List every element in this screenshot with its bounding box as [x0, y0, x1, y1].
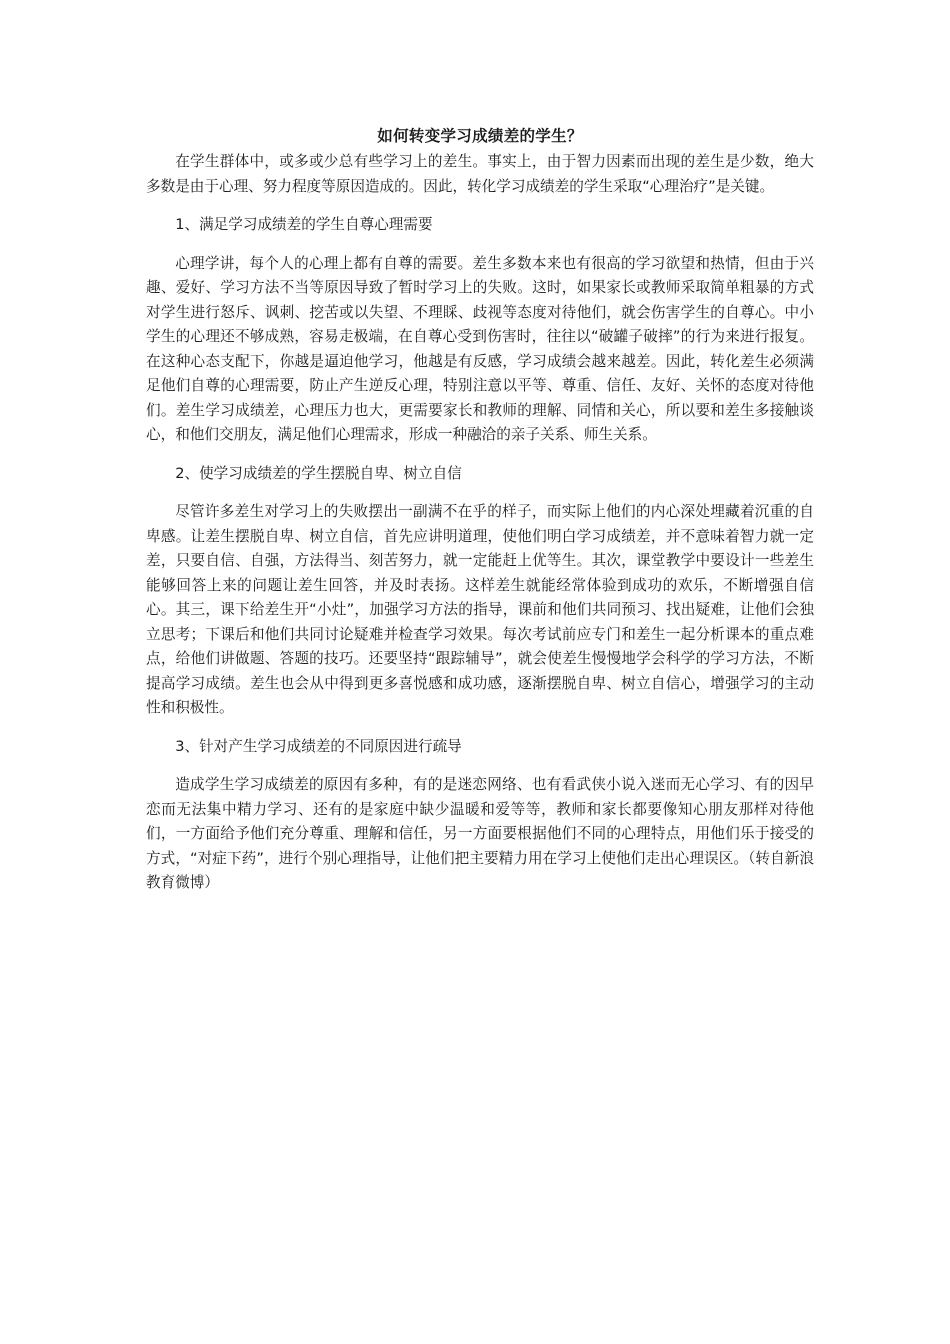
- document-title: 如何转变学习成绩差的学生？: [377, 127, 583, 145]
- document-page: [146, 124, 814, 896]
- section-2-heading: 2、使学习成绩差的学生摆脱自卑、树立自信: [175, 464, 462, 482]
- section-2-body: 尽管许多差生对学习上的失败摆出一副满不在乎的样子，而实际上他们的内心深处埋藏着沉重的自卑感。让差生摆脱自卑、树立自信，首先应讲明道理，使他们明白学习成绩差，并不意味着智力就一定差，只要自信、自强，方法得当、刻苦努力，就一定能赶上优等生。其次，课堂教学中要设计一些差生能够回答上来的问题让差生回答，并及时表扬。这样差生就能经常体验到成功的欢乐，不断增强自信心。其三，课下给差生开“小灶”，加强学习方法的指导，课前和他们共同预习、找出疑难，让他们会独立思考；下课后和他们共同讨论疑难并检查学习效果。每次考试前应专门和差生一起分析课本的重点难点，给他们讲做题、答题的技巧。还要坚持“跟踪辅导”，就会使差生慢慢地学会科学的学习方法，不断提高学习成绩。差生也会从中得到更多喜悦感和成功感，逐渐摆脱自卑、树立自信心，增强学习的主动性和积极性。: [146, 503, 814, 716]
- intro-paragraph: 在学生群体中，或多或少总有些学习上的差生。事实上，由于智力因素而出现的差生是少数，绝大多数是由于心理、努力程度等原因造成的。因此，转化学习成绩差的学生采取“心理治疗”是关键。: [146, 153, 814, 195]
- section-1-heading: 1、满足学习成绩差的学生自尊心理需要: [175, 216, 433, 233]
- section-3-heading: 3、针对产生学习成绩差的不同原因进行疏导: [175, 737, 462, 755]
- section-1-body: 心理学讲，每个人的心理上都有自尊的需要。差生多数本来也有很高的学习欲望和热情，但由于兴趣、爱好、学习方法不当等原因导致了暂时学习上的失败。这时，如果家长或教师采取简单粗暴的方式对学生进行怒斥、讽刺、挖苦或以失望、不理睬、歧视等态度对待他们，就会伤害学生的自尊心。中小学生的心理还不够成熟，容易走极端，在自尊心受到伤害时，往往以“破罐子破摔”的行为来进行报复。在这种心态支配下，你越是逼迫他学习，他越是有反感，学习成绩会越来越差。因此，转化差生必须满足他们自尊的心理需要，防止产生逆反心理，特别注意以平等、尊重、信任、友好、关怀的态度对待他们。差生学习成绩差，心理压力也大，更需要家长和教师的理解、同情和关心，所以要和差生多接触谈心，和他们交朋友，满足他们心理需求，形成一种融洽的亲子关系、师生关系。: [146, 254, 814, 443]
- section-3-body: 造成学生学习成绩差的原因有多种，有的是迷恋网络、也有看武侠小说入迷而无心学习、有的因早恋而无法集中精力学习、还有的是家庭中缺少温暖和爱等等，教师和家长都要像知心朋友那样对待他们，一方面给予他们充分尊重、理解和信任，另一方面要根据他们不同的心理特点，用他们乐于接受的方式，“对症下药”，进行个别心理指导，让他们把主要精力用在学习上使他们走出心理误区。（转自新浪教育微博）: [146, 776, 814, 891]
